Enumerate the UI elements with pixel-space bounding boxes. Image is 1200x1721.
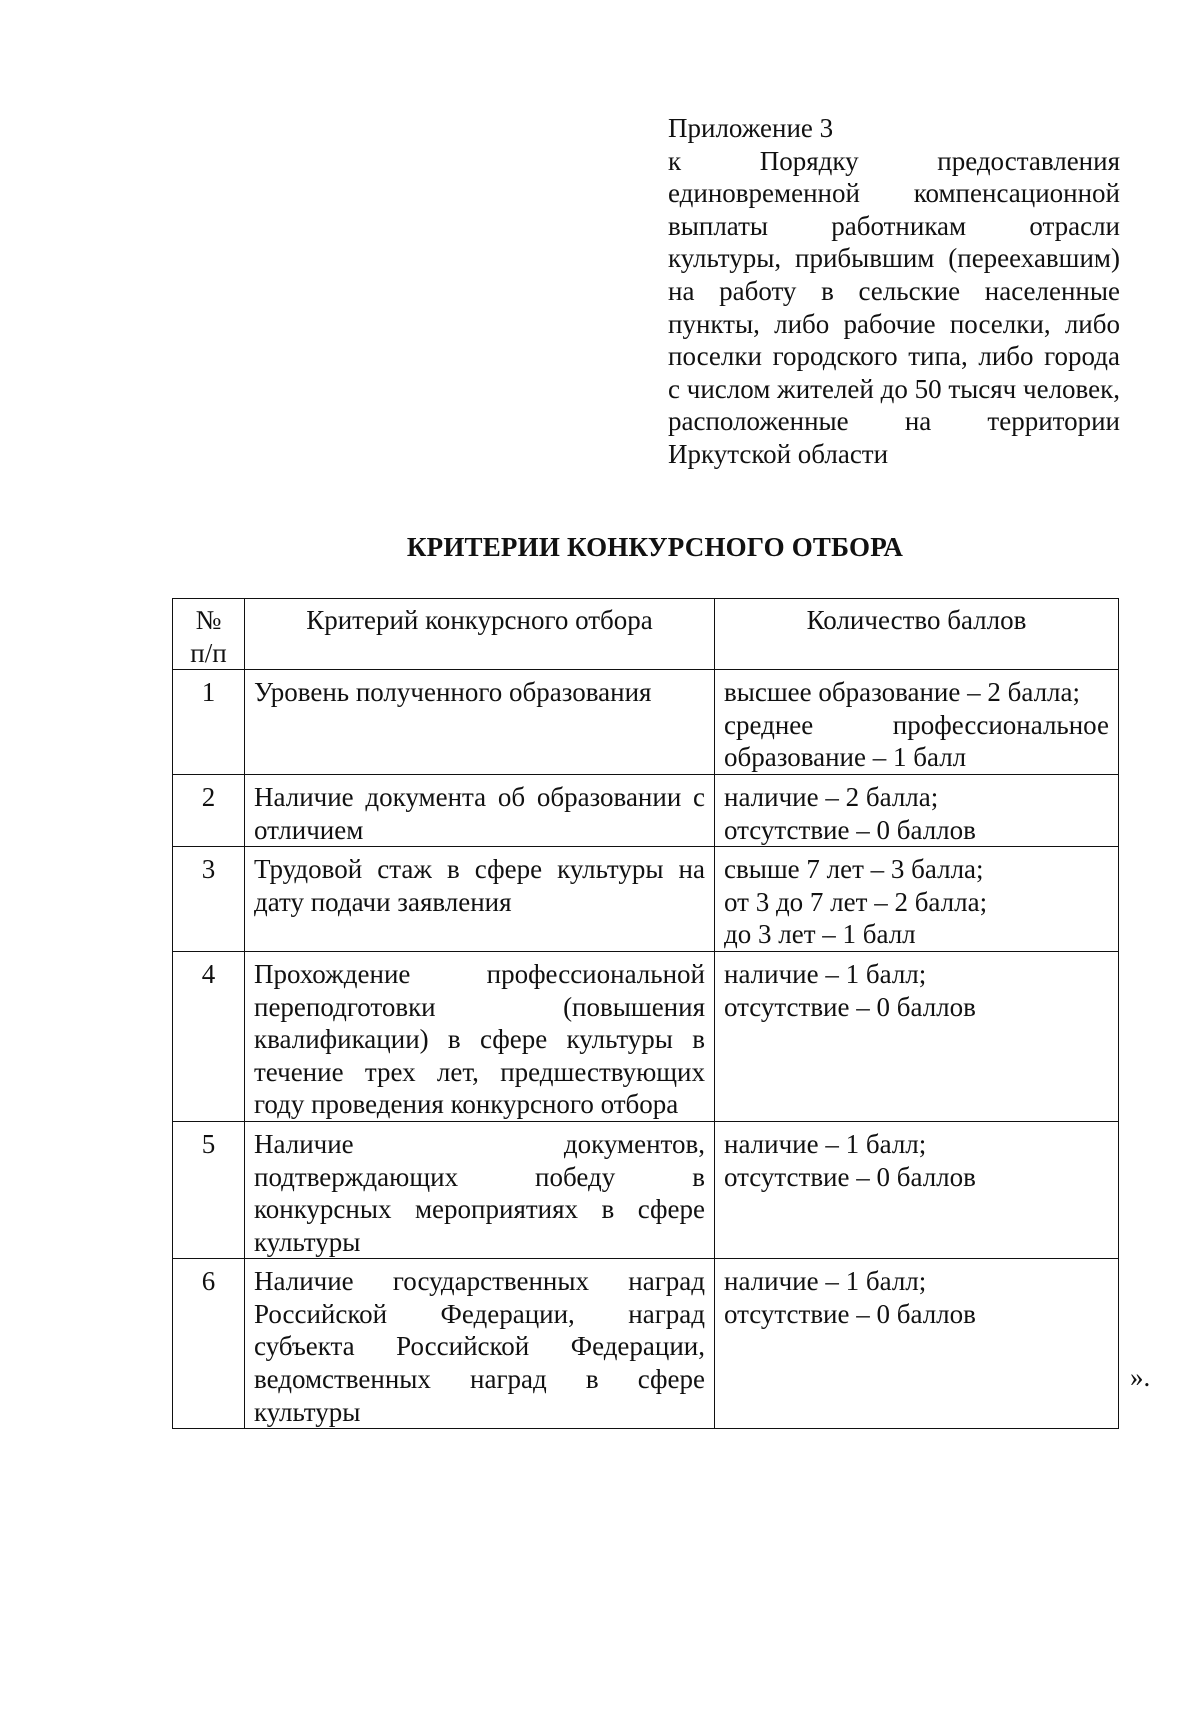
points-line: отсутствие – 0 баллов — [724, 1298, 976, 1329]
row-points — [715, 847, 1119, 952]
row-number: 2 — [173, 774, 245, 846]
points-line: от 3 до 7 лет – 2 балла; — [724, 886, 988, 917]
row-points — [715, 1259, 1119, 1429]
row-number: 5 — [173, 1121, 245, 1258]
points-line: высшее образование – 2 балла; — [724, 677, 1081, 708]
row-number: 6 — [173, 1259, 245, 1429]
row-points — [715, 774, 1119, 846]
header-criterion: Критерий конкурсного отбора — [245, 599, 715, 670]
points-line: отсутствие – 0 баллов — [724, 814, 976, 845]
table-row — [173, 774, 1119, 846]
points-line: наличие – 1 балл; — [724, 958, 927, 989]
header-points: Количество баллов — [715, 599, 1119, 670]
table-row — [173, 847, 1119, 952]
row-points — [715, 951, 1119, 1121]
row-criterion: Прохождение профессиональной переподготовки (повышения квалификации) в сфере культуры в течение трех лет, предшествующих году проведения конкурсного отбора — [245, 951, 715, 1121]
row-number: 3 — [173, 847, 245, 952]
criteria-table — [172, 598, 1119, 1429]
row-number: 1 — [173, 670, 245, 775]
row-criterion: Трудовой стаж в сфере культуры на дату подачи заявления — [245, 847, 715, 952]
closing-quote-mark: ». — [1130, 1362, 1151, 1392]
points-line: наличие – 1 балл; — [724, 1128, 927, 1159]
row-criterion: Наличие документа об образовании с отличием — [245, 774, 715, 846]
table-row — [173, 1121, 1119, 1258]
table-row — [173, 951, 1119, 1121]
points-line: отсутствие – 0 баллов — [724, 1161, 976, 1192]
table-row — [173, 1259, 1119, 1429]
points-line: свыше 7 лет – 3 балла; — [724, 854, 984, 885]
row-criterion: Уровень полученного образования — [245, 670, 715, 775]
points-line: среднее профессиональное образование – 1 балл — [724, 709, 1109, 773]
table-row — [173, 670, 1119, 775]
row-criterion: Наличие документов, подтверждающих победу в конкурсных мероприятиях в сфере культуры — [245, 1121, 715, 1258]
table-header-row — [173, 599, 1119, 670]
row-number: 4 — [173, 951, 245, 1121]
points-line: наличие – 1 балл; — [724, 1266, 927, 1297]
annex-header — [668, 112, 1120, 471]
table-body — [173, 670, 1119, 1429]
document-title: КРИТЕРИИ КОНКУРСНОГО ОТБОРА — [406, 532, 904, 562]
points-line: отсутствие – 0 баллов — [724, 991, 976, 1022]
annex-description: к Порядку предоставления единовременной компенсационной выплаты работникам отрасли культуры, прибывшим (переехавшим) на работу в сельские населенные пункты, либо рабочие поселки, либо поселки городского типа, либо города с числом жителей до 50 тысяч человек, расположенные на территории Иркутской области — [668, 145, 1120, 469]
row-points — [715, 670, 1119, 775]
annex-title: Приложение 3 — [668, 113, 834, 143]
row-points — [715, 1121, 1119, 1258]
points-line: до 3 лет – 1 балл — [724, 919, 916, 950]
points-line: наличие – 2 балла; — [724, 781, 939, 812]
row-criterion: Наличие государственных наград Российской Федерации, наград субъекта Российской Федерации, ведомственных наград в сфере культуры — [245, 1259, 715, 1429]
header-number: № п/п — [173, 599, 245, 670]
